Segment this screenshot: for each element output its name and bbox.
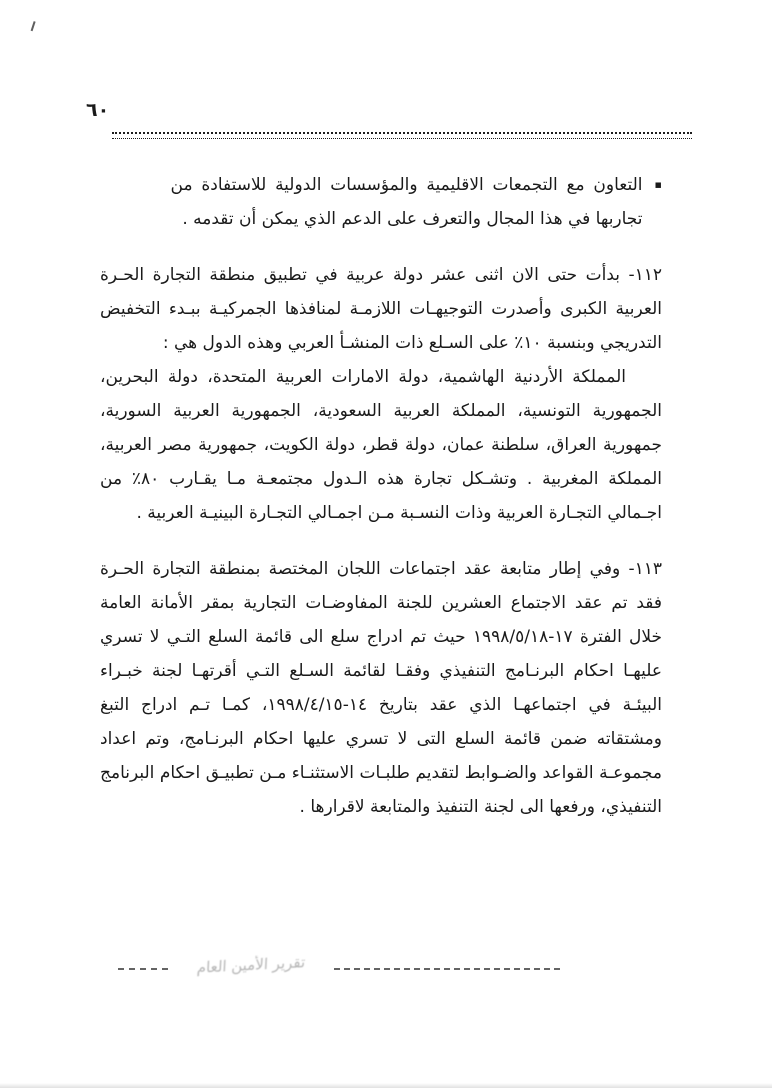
footer-stamp: تقرير الأمين العام	[196, 953, 306, 977]
paragraph-112	[100, 258, 662, 360]
scan-edge-shadow	[0, 1083, 772, 1088]
paragraph-112-countries: المملكة الأردنية الهاشمية، دولة الامارات العربية المتحدة، دولة البحرين، الجمهورية التونسية، المملكة العربية السعودية، الجمهورية العربية السورية، جمهورية العراق، سلطنة عمان، دولة قطر، دولة الكويت، جمهورية مصر العربية، المملكة المغربية . وتشـكل تجارة هذه الـدول مجتمعـة مـا يقـارب ٨٠٪ من اجـمالي التجـارة العربية وذات النسـبة مـن اجمـالي التجـارة البينيـة العربية .	[100, 367, 662, 523]
bullet-item	[100, 168, 662, 236]
paragraph-113	[100, 552, 662, 824]
header-dotted-rule	[112, 132, 692, 139]
page-number: ٦٠	[86, 99, 110, 121]
paragraph-112-number: ١١٢-	[628, 265, 662, 285]
paragraph-113-text: وفي إطار متابعة عقد اجتماعات اللجان المختصة بمنطقة التجارة الحـرة فقد تم عقد الاجتماع العشرين للجنة المفاوضـات التجارية بمقر الأمانة العامة خلال الفترة ١٧-١٩٩٨/٥/١٨ حيث تم ادراج سلع الى قائمة السلع التـي لا تسري عليهـا احكام البرنـامج التنفيذي وفقـا لقائمة السـلع التـي أقرتهـا لجنة خبـراء البيئـة في اجتماعهـا الذي عقد بتاريخ ١٤-١٩٩٨/٤/١٥، كمـا تـم ادراج التبغ ومشتقاته ضمن قائمة السلع التى لا تسري عليها احكام البرنـامج، وتم اعداد مجموعـة القواعد والضـوابط لتقديم طلبـات الاستثنـاء مـن تطبيـق احكام البرنامج التنفيذي، ورفعها الى لجنة التنفيذ والمتابعة لاقرارها .	[100, 559, 663, 817]
square-bullet-icon: ▪	[654, 178, 662, 191]
footer-dash-rule-right	[334, 968, 560, 970]
bullet-item-text: التعاون مع التجمعات الاقليمية والمؤسسات الدولية للاستفادة من تجاربها في هذا المجال والتعرف على الدعم الذي يمكن أن تقدمه .	[170, 175, 643, 229]
footer-dash-rule-left	[118, 968, 168, 970]
page-body	[100, 168, 662, 824]
paragraph-112-text: بدأت حتى الان اثنى عشر دولة عربية في تطبيق منطقة التجارة الحـرة العربية الكبرى وأصدرت التوجيهـات اللازمـة لمنافذها الجمركيـة ببـدء التخفيض التدريجي وبنسبة ١٠٪ على السـلع ذات المنشـأ العربي وهذه الدول هي :	[100, 265, 662, 353]
paragraph-113-number: ١١٣-	[628, 559, 663, 579]
scan-artifact	[31, 21, 41, 33]
page-footer	[0, 953, 772, 992]
